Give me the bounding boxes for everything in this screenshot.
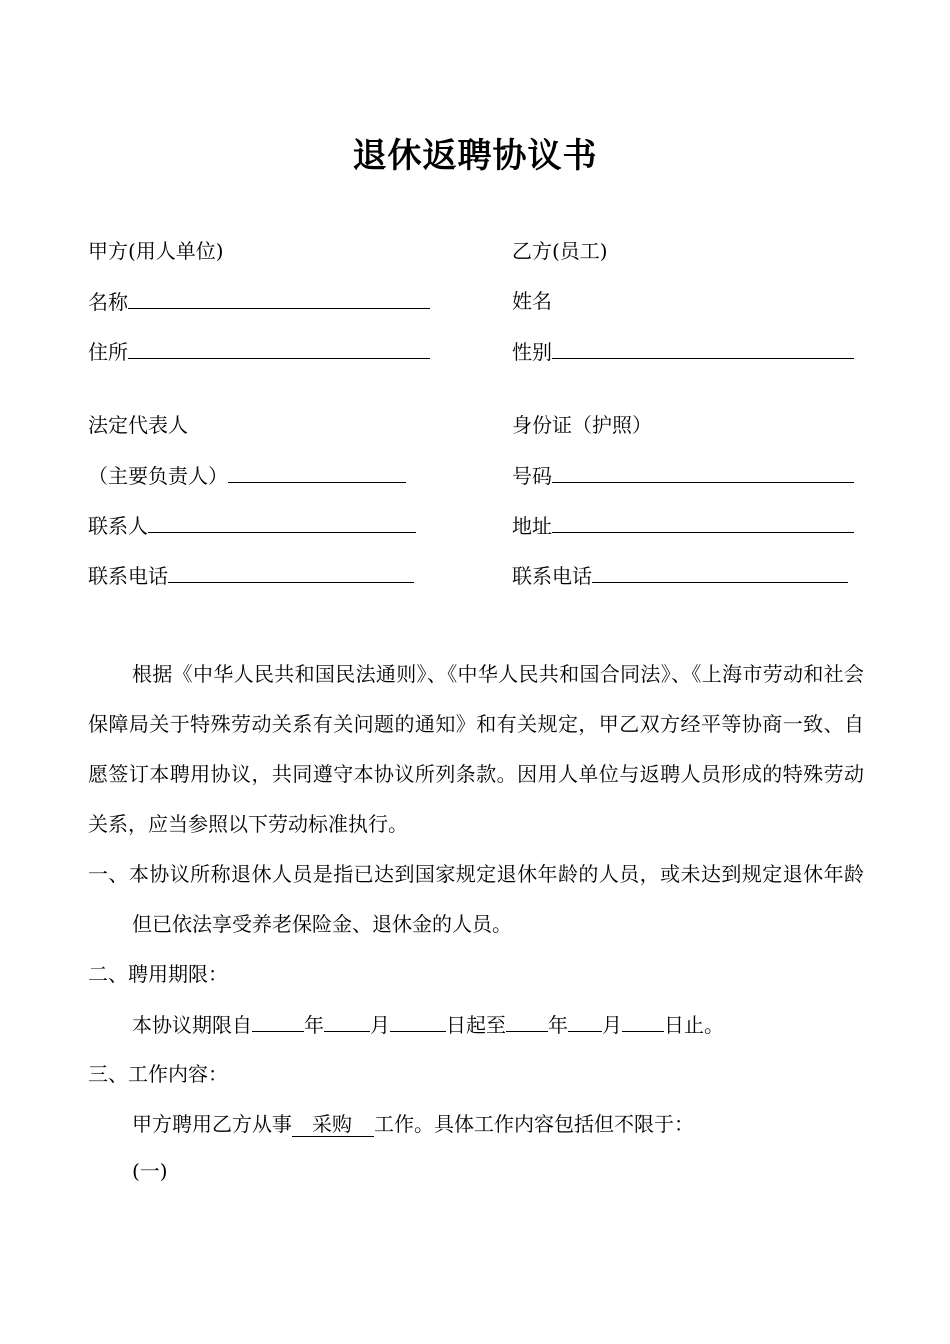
party-b-id-number-label: 号码 [512,464,552,488]
party-a-principal-label: （主要负责人） [88,464,228,488]
party-b-address-field [512,512,854,539]
job-prefix: 甲方聘用乙方从事 [132,1112,292,1136]
party-b-gender-field [512,338,854,365]
party-a-name-label: 名称 [88,290,128,314]
party-b-address-label: 地址 [512,514,552,538]
party-a-contact-blank [148,512,416,533]
end-day-blank [622,1011,664,1032]
party-b-phone-field [512,562,848,589]
party-a-address-label: 住所 [88,340,128,364]
job-suffix: 工作。具体工作内容包括但不限于： [374,1112,694,1136]
party-a-phone-field [88,562,414,589]
party-a-principal-blank [228,462,406,483]
party-a-contact-label: 联系人 [88,514,148,538]
clause-3-sub-item-1: (一) [132,1159,168,1183]
end-year-blank [506,1011,548,1032]
start-month-blank [324,1011,370,1032]
start-year-label: 年 [304,1013,324,1037]
party-a-legal-rep-label: 法定代表人 [88,413,188,437]
party-a-name-field [88,288,430,315]
clause-2-term-line [132,1011,724,1038]
party-b-id-label: 身份证（护照） [512,413,652,437]
end-day-label: 日止。 [664,1013,724,1037]
intro-paragraph: 根据《中华人民共和国民法通则》、《中华人民共和国合同法》、《上海市劳动和社会保障局关于特殊劳动关系有关问题的通知》和有关规定，甲乙双方经平等协商一致、自愿签订本聘用协议，共同遵守本协议所列条款。因用人单位与返聘人员形成的特殊劳动关系，应当参照以下劳动标准执行。 [88,662,864,836]
party-a-heading: 甲方(用人单位) [88,239,224,263]
clause-2-heading: 二、聘用期限： [88,962,228,986]
start-day-label: 日起至 [446,1013,506,1037]
clause-3-heading: 三、工作内容： [88,1062,228,1086]
party-a-address-field [88,338,430,365]
party-a-phone-label: 联系电话 [88,564,168,588]
term-prefix: 本协议期限自 [132,1013,252,1037]
end-year-label: 年 [548,1013,568,1037]
party-b-heading: 乙方(员工) [512,239,608,263]
party-a-principal-field [88,462,406,489]
end-month-label: 月 [602,1013,622,1037]
party-a-address-blank [128,338,430,359]
party-b-phone-label: 联系电话 [512,564,592,588]
party-b-name-label: 姓名 [512,289,552,313]
start-year-blank [252,1011,304,1032]
clause-3-job-line [132,1111,694,1137]
clause-1: 一、本协议所称退休人员是指已达到国家规定退休年龄的人员，或未达到规定退休年龄但已依法享受养老保险金、退休金的人员。 [88,862,864,936]
start-day-blank [390,1011,446,1032]
start-month-label: 月 [370,1013,390,1037]
party-b-gender-blank [552,338,854,359]
party-b-phone-blank [592,562,848,583]
party-b-gender-label: 性别 [512,340,552,364]
document-title: 退休返聘协议书 [352,136,598,176]
end-month-blank [568,1011,602,1032]
party-b-id-number-blank [552,462,854,483]
party-a-name-blank [128,288,430,309]
party-b-address-blank [552,512,854,533]
party-a-contact-field [88,512,416,539]
party-a-phone-blank [168,562,414,583]
job-value: 采购 [292,1112,374,1137]
party-b-id-number-field [512,462,854,489]
